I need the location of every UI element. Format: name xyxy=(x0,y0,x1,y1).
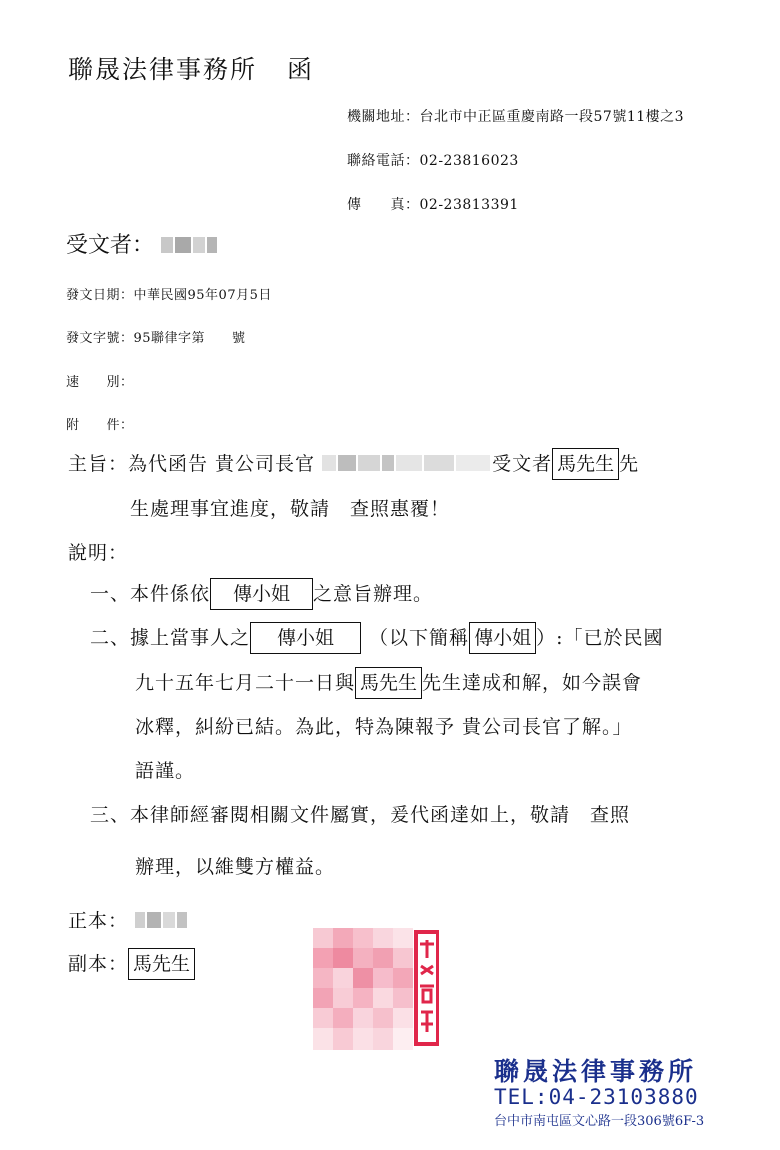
item-2-text-b: （以下簡稱 xyxy=(369,627,470,649)
item-1-number: 一、 xyxy=(90,583,131,605)
phone-label: 聯絡電話： xyxy=(347,153,420,169)
phone-value: 02-23816023 xyxy=(419,153,519,169)
item-2-party-box: 馬先生 xyxy=(355,667,422,699)
explain-label: 說明： xyxy=(68,542,129,564)
copy-name-box: 馬先生 xyxy=(128,948,195,980)
address-value: 台北市中正區重慶南路一段57號11樓之3 xyxy=(419,109,685,125)
subject-text: 為代函告 貴公司長官 xyxy=(128,453,316,475)
item-2-text-d: 九十五年七月二十一日與 xyxy=(135,672,356,694)
fax-value: 02-23813391 xyxy=(419,197,519,213)
copy-line xyxy=(68,948,195,980)
subject-name-box: 馬先生 xyxy=(552,448,619,480)
item-2-alias-box: 傳小姐 xyxy=(469,622,536,654)
item-1 xyxy=(90,578,433,610)
address-line xyxy=(347,106,684,126)
subject-text-tail: 先 xyxy=(619,453,640,475)
redacted-original xyxy=(135,911,189,933)
stamp-phone: TEL:04-23103880 xyxy=(494,1085,699,1109)
item-2-line-4: 語謹。 xyxy=(135,760,196,782)
phone-line xyxy=(347,150,519,170)
redacted-recipient xyxy=(161,234,219,259)
speed-line: 速 別： xyxy=(66,375,134,390)
original-copy-line xyxy=(68,906,189,933)
blurred-seal-image xyxy=(313,928,439,1050)
item-2-text-c: ）:「已於民國 xyxy=(536,627,664,649)
issue-ref: 發文字號：95聯律字第 號 xyxy=(66,331,246,346)
redacted-name xyxy=(322,454,492,476)
recipient-line xyxy=(66,228,219,259)
item-2-line-3: 冰釋，糾紛已結。為此，特為陳報予 貴公司長官了解。」 xyxy=(135,716,633,738)
item-2-line-1 xyxy=(90,622,663,654)
subject-line-2: 生處理事宜進度，敬請 查照惠覆！ xyxy=(130,498,451,520)
item-2-name-box: 傳小姐 xyxy=(250,622,361,654)
item-3-text: 本律師經審閱相關文件屬實，爰代函達如上，敬請 查照 xyxy=(130,804,631,826)
copy-label: 副本： xyxy=(68,953,129,975)
stamp-firm-name: 聯晟法律事務所 xyxy=(494,1057,698,1086)
stamp-address: 台中市南屯區文心路一段306號6F-3 xyxy=(494,1114,705,1129)
item-1-name-box: 傳小姐 xyxy=(210,578,313,610)
fax-label: 傳 真： xyxy=(347,197,420,213)
item-3-number: 三、 xyxy=(90,804,131,826)
item-1-text: 本件係依 xyxy=(130,583,211,605)
attachment-line: 附 件： xyxy=(66,418,134,433)
address-label: 機關地址： xyxy=(347,109,420,125)
fax-line xyxy=(347,194,519,214)
item-3-line-2: 辦理，以維雙方權益。 xyxy=(135,856,336,878)
subject-label: 主旨： xyxy=(68,453,129,475)
subject-recipient: 受文者 xyxy=(492,453,553,475)
item-1-text-tail: 之意旨辦理。 xyxy=(313,583,434,605)
item-3-line-1 xyxy=(90,800,630,827)
recipient-label: 受文者： xyxy=(66,233,155,258)
doc-type: 函 xyxy=(287,55,315,84)
item-2-text-e: 先生達成和解，如今誤會 xyxy=(422,672,643,694)
subject-line-1 xyxy=(68,448,639,480)
item-2-text: 據上當事人之 xyxy=(130,627,251,649)
item-2-number: 二、 xyxy=(90,627,131,649)
issue-date: 發文日期：中華民國95年07月5日 xyxy=(66,288,272,303)
letterhead-title xyxy=(68,50,314,86)
item-2-line-2 xyxy=(135,667,642,699)
firm-name: 聯晟法律事務所 xyxy=(68,55,258,84)
original-label: 正本： xyxy=(68,910,129,932)
